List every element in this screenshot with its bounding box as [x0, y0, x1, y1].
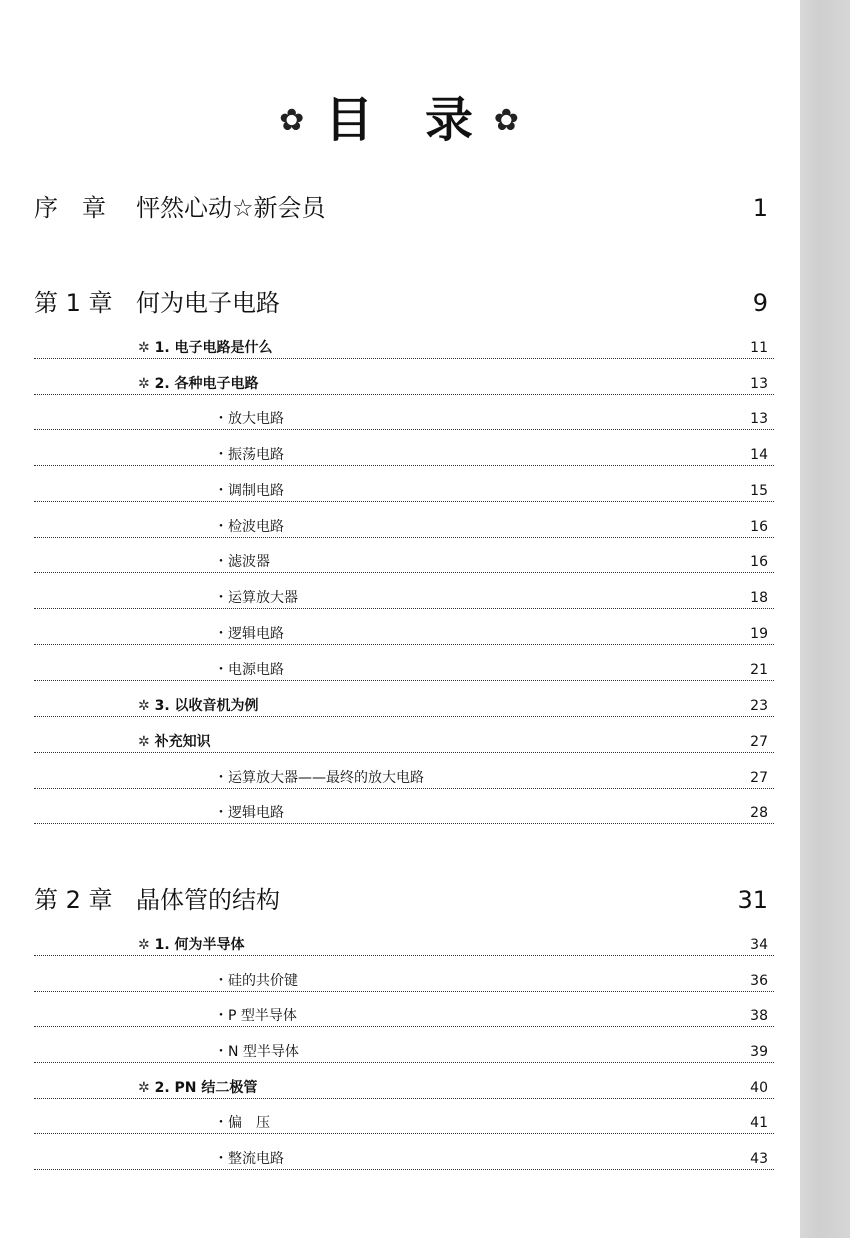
toc-entry[interactable]	[34, 1006, 774, 1027]
entry-page: 36	[750, 973, 768, 989]
entry-page: 27	[750, 770, 768, 786]
entry-label: ・N 型半导体	[214, 1044, 299, 1060]
toc-entry[interactable]	[34, 552, 774, 573]
entry-page: 19	[750, 626, 768, 642]
chapter-title: 怦然心动☆新会员	[136, 194, 326, 222]
entry-label: ・P 型半导体	[214, 1008, 297, 1024]
entry-label: ・放大电路	[214, 411, 284, 427]
entry-label: ・调制电路	[214, 483, 284, 499]
chapter-page: 31	[737, 886, 768, 914]
entry-label: 2. 各种电子电路	[154, 376, 259, 392]
toc-entry[interactable]	[34, 338, 774, 359]
star-icon: ✲	[138, 1080, 150, 1096]
toc-entry[interactable]	[34, 971, 774, 992]
entry-label: ・运算放大器	[214, 590, 298, 606]
star-icon: ✲	[138, 376, 150, 392]
toc-entry[interactable]	[34, 768, 774, 789]
entry-label: ・逻辑电路	[214, 805, 284, 821]
entry-page: 16	[750, 519, 768, 535]
entry-label: 3. 以收音机为例	[154, 698, 259, 714]
entry-label: ・振荡电路	[214, 447, 284, 463]
toc-title	[0, 92, 800, 149]
entry-page: 28	[750, 805, 768, 821]
entry-label: ・逻辑电路	[214, 626, 284, 642]
entry-page: 18	[750, 590, 768, 606]
entry-label: ・偏 压	[214, 1115, 270, 1131]
entry-page: 27	[750, 734, 768, 750]
entry-label: 1. 何为半导体	[154, 937, 245, 953]
chapter-number: 第 2 章	[34, 886, 113, 914]
chapter-title: 晶体管的结构	[136, 886, 280, 914]
entry-page: 39	[750, 1044, 768, 1060]
chapter-row-2[interactable]	[34, 882, 768, 918]
toc-entry[interactable]	[34, 481, 774, 502]
entry-label: ・检波电路	[214, 519, 284, 535]
entry-page: 13	[750, 376, 768, 392]
entry-label: 1. 电子电路是什么	[154, 340, 273, 356]
toc-entry[interactable]	[34, 624, 774, 645]
chapter-title: 何为电子电路	[136, 289, 280, 317]
toc-title-text: 目 录	[324, 92, 475, 148]
toc-entry[interactable]	[34, 1149, 774, 1170]
entry-page: 21	[750, 662, 768, 678]
entry-label: ・硅的共价键	[214, 973, 298, 989]
chapter-row-1[interactable]	[34, 285, 768, 321]
entry-page: 41	[750, 1115, 768, 1131]
entry-page: 40	[750, 1080, 768, 1096]
entry-page: 11	[750, 340, 768, 356]
entry-label: ・运算放大器——最终的放大电路	[214, 770, 424, 786]
entry-page: 14	[750, 447, 768, 463]
chapter-row-prologue[interactable]	[34, 190, 768, 226]
chapter-number: 第 1 章	[34, 289, 113, 317]
entry-label: ・滤波器	[214, 554, 270, 570]
entry-page: 23	[750, 698, 768, 714]
entry-page: 15	[750, 483, 768, 499]
toc-entry[interactable]	[34, 803, 774, 824]
toc-entry[interactable]	[34, 732, 774, 753]
toc-entry[interactable]	[34, 409, 774, 430]
entry-page: 43	[750, 1151, 768, 1167]
entry-label: ・电源电路	[214, 662, 284, 678]
chapter-page: 9	[752, 289, 768, 317]
toc-entry[interactable]	[34, 374, 774, 395]
page-edge-shadow	[800, 0, 850, 1238]
entry-label: ・整流电路	[214, 1151, 284, 1167]
entry-page: 34	[750, 937, 768, 953]
entry-page: 38	[750, 1008, 768, 1024]
star-icon: ✲	[138, 734, 150, 750]
chapter-number: 序 章	[34, 194, 106, 222]
flower-icon: ✿	[493, 103, 521, 138]
toc-entry[interactable]	[34, 1078, 774, 1099]
entry-label: 2. PN 结二极管	[154, 1080, 258, 1096]
entry-label: 补充知识	[154, 734, 211, 750]
star-icon: ✲	[138, 698, 150, 714]
chapter-page: 1	[752, 194, 768, 222]
toc-entry[interactable]	[34, 696, 774, 717]
flower-icon: ✿	[279, 103, 307, 138]
toc-entry[interactable]	[34, 660, 774, 681]
star-icon: ✲	[138, 937, 150, 953]
entry-page: 13	[750, 411, 768, 427]
toc-entry[interactable]	[34, 445, 774, 466]
star-icon: ✲	[138, 340, 150, 356]
toc-entry[interactable]	[34, 1042, 774, 1063]
entry-page: 16	[750, 554, 768, 570]
toc-entry[interactable]	[34, 517, 774, 538]
toc-entry[interactable]	[34, 1113, 774, 1134]
toc-entry[interactable]	[34, 588, 774, 609]
toc-entry[interactable]	[34, 935, 774, 956]
